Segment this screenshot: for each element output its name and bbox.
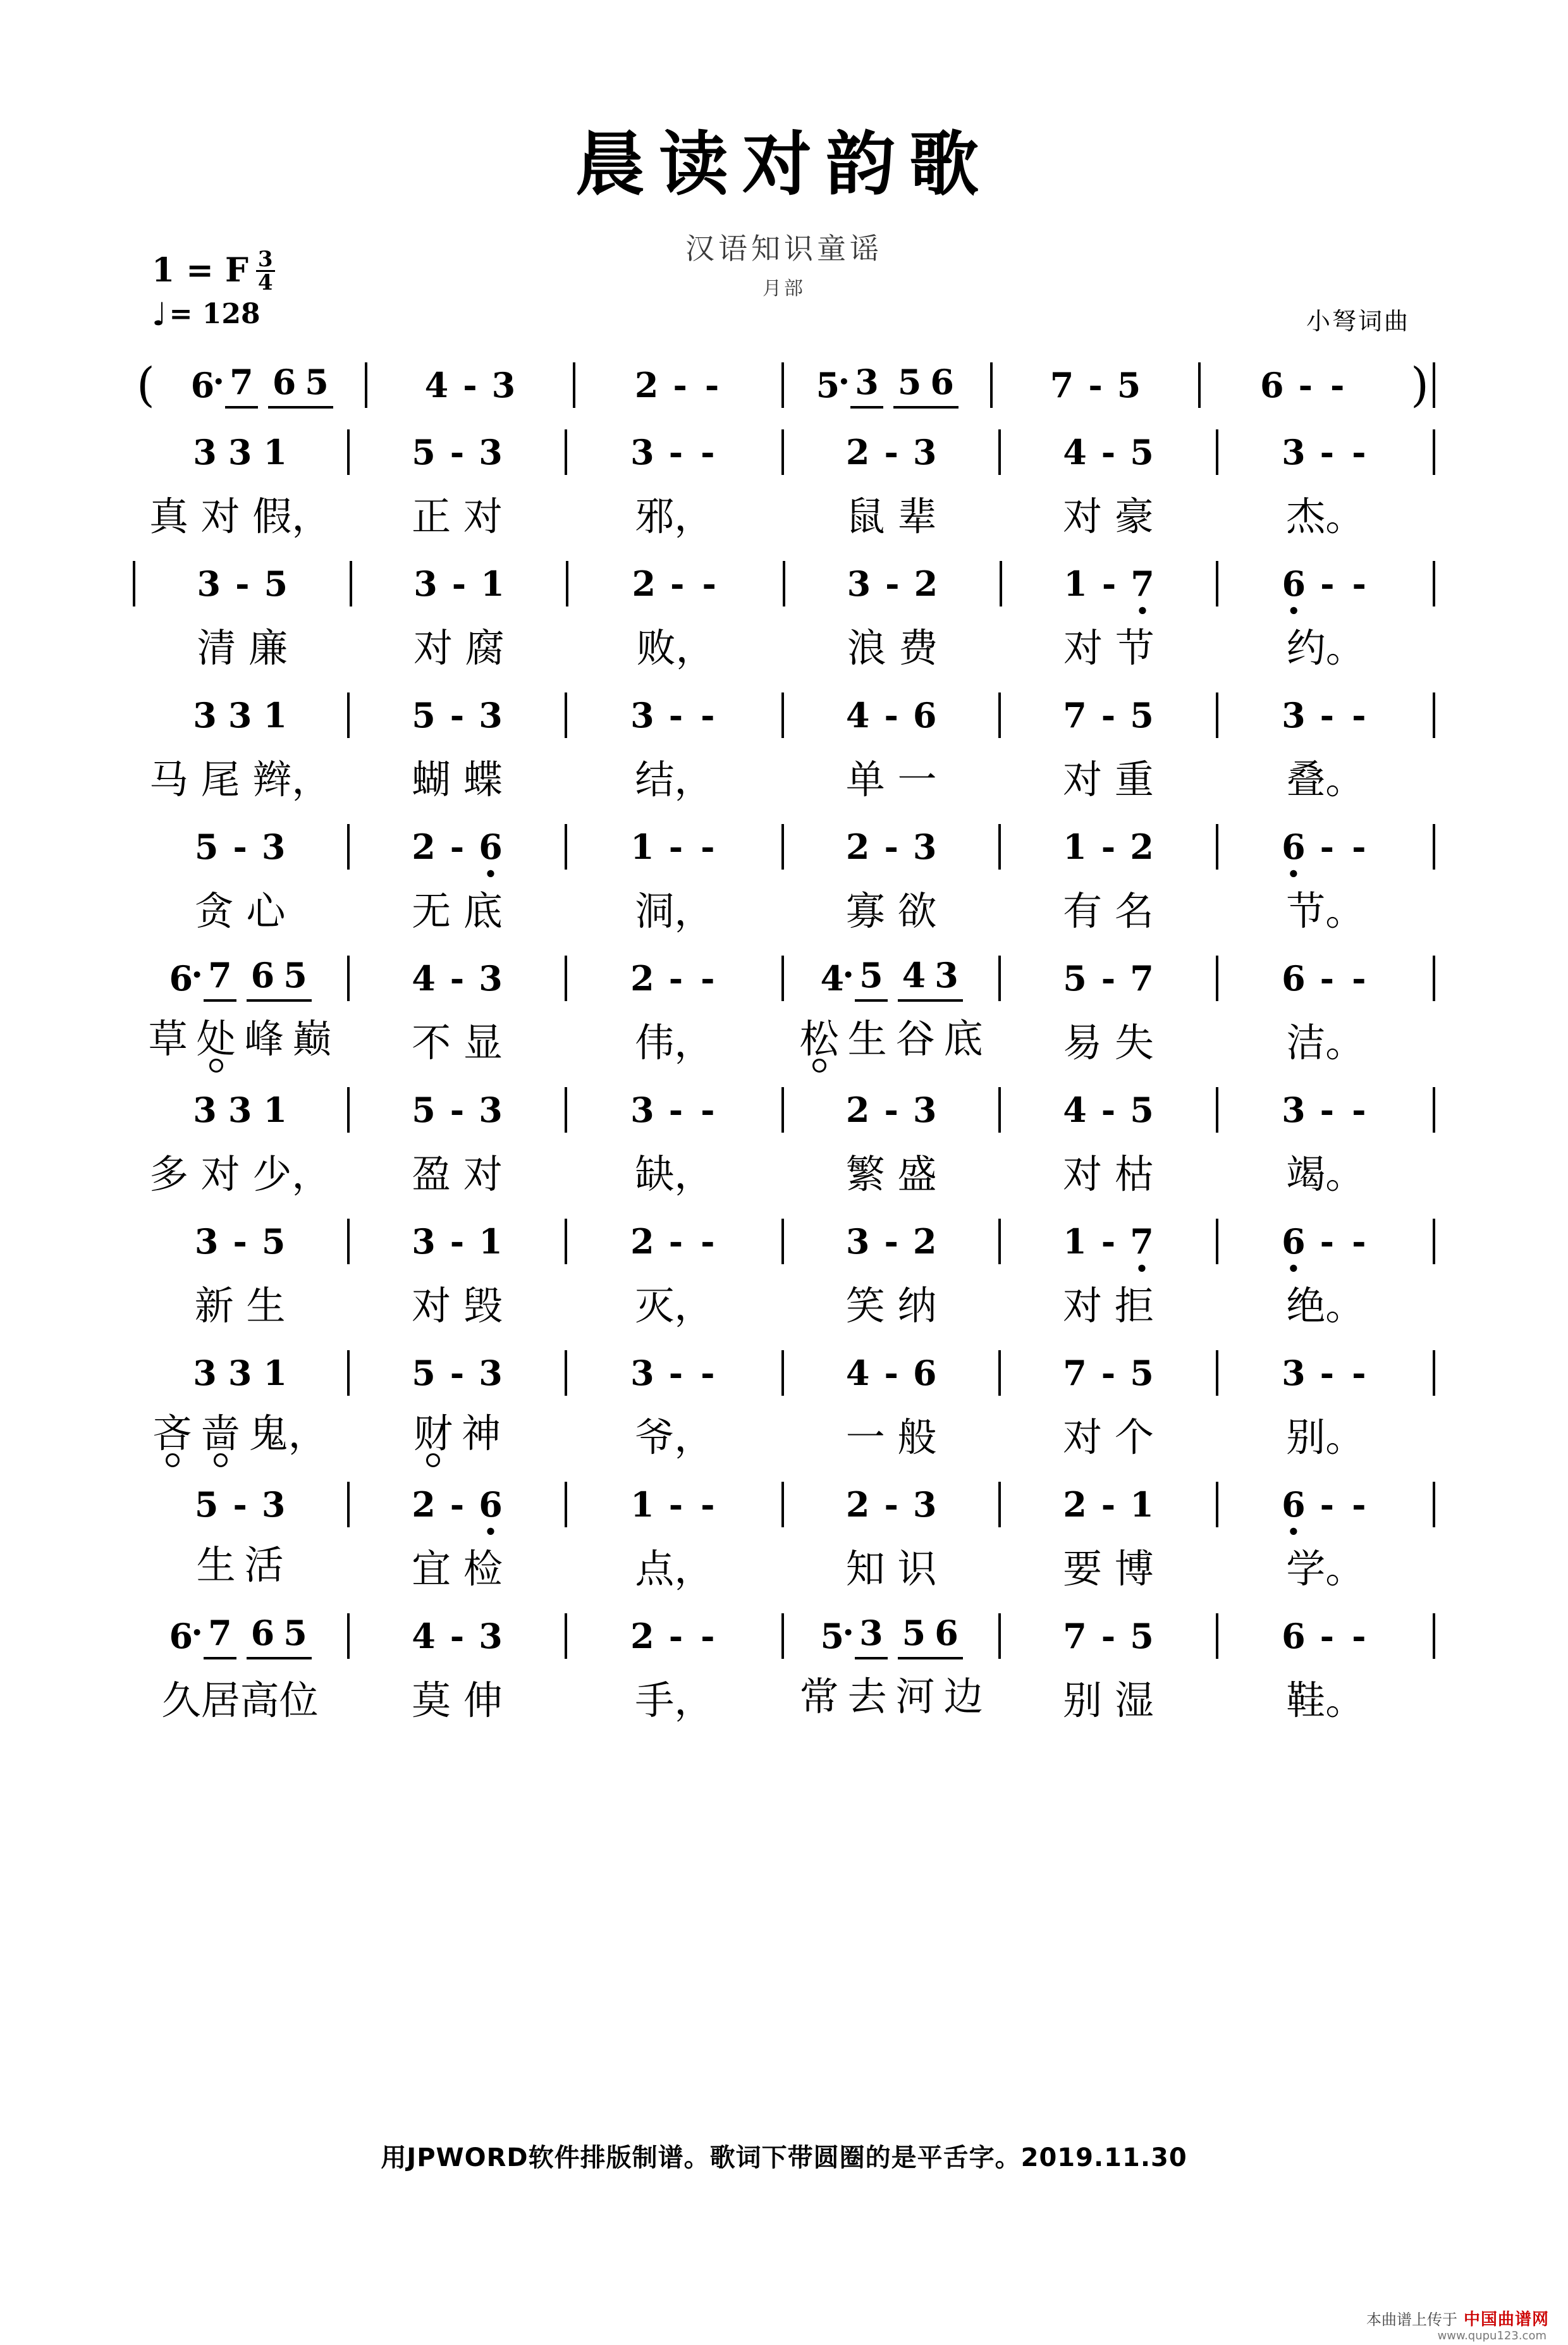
- lyric-cell: 灭，: [635, 1282, 714, 1329]
- barline: [1433, 362, 1435, 408]
- measure: 6 • - -: [1218, 553, 1433, 614]
- system-line8: [133, 1343, 1435, 1468]
- measure: 5 · 3 5 6: [784, 355, 990, 415]
- measure: 7 - 5: [1050, 365, 1141, 405]
- measure: 5 - 3: [412, 1353, 503, 1393]
- lyric-cell: 新 生: [194, 1282, 286, 1329]
- lyric-cell: 宜 检: [412, 1545, 503, 1592]
- composer-credit: 小弩词曲: [1306, 307, 1410, 335]
- measure: 3 3 1: [193, 1090, 288, 1130]
- lyric-cell: 松 生 谷 底: [799, 1016, 983, 1062]
- measure: 5 - 7: [1063, 958, 1154, 999]
- barline: [1433, 956, 1435, 1001]
- measure: 4 - 3: [412, 958, 503, 999]
- lyric-cell: 对 枯: [1063, 1150, 1154, 1197]
- measure: 6 - -: [1260, 365, 1345, 405]
- lyric-cell: 知 识: [845, 1545, 937, 1592]
- measure: 7 - 5: [1063, 1353, 1154, 1393]
- time-signature-numerator: 3: [256, 249, 275, 272]
- measure: 6 · 7 6 5: [159, 355, 365, 415]
- system-line2: [133, 553, 1435, 679]
- system-line10: [133, 1606, 1435, 1731]
- lyric-cell: 邪，: [635, 493, 714, 539]
- flat-tongue-mark: 处: [196, 1016, 236, 1062]
- measure: 3 - 2: [845, 1221, 937, 1262]
- measure: 3 - 5: [194, 1221, 286, 1262]
- measure: 5 - 3: [412, 432, 503, 472]
- measure: 3 3 1: [193, 1353, 288, 1393]
- measure: 3 - -: [1282, 432, 1366, 472]
- time-signature: [256, 249, 275, 293]
- lyric-cell: 正 对: [412, 493, 503, 539]
- measure: 5 · 3 5 6: [784, 1606, 998, 1666]
- system-line6: [133, 1080, 1435, 1205]
- measure: 2 - -: [634, 365, 720, 405]
- system-line4: [133, 816, 1435, 942]
- quarter-note-icon: ♩: [152, 295, 167, 333]
- lyric-cell: 伟，: [635, 1019, 714, 1066]
- lyric-line: [133, 742, 1435, 810]
- flat-tongue-mark: 财: [413, 1410, 453, 1456]
- key-label: 1 = F: [152, 251, 248, 290]
- measure: 2 - 3: [845, 1484, 937, 1525]
- measure: 1 - 7 •: [1001, 1211, 1215, 1272]
- lyric-cell: 笑 纳: [845, 1282, 937, 1329]
- measure: 3 - 5: [197, 563, 288, 604]
- measure: 2 - -: [632, 563, 716, 604]
- music-systems: [133, 355, 1435, 1731]
- lyric-cell: 叠。: [1286, 756, 1365, 803]
- measure: 3 - -: [630, 432, 715, 472]
- lyric-cell: 一 般: [845, 1413, 937, 1460]
- time-signature-denominator: 4: [257, 270, 273, 295]
- watermark-logo: 中国曲谱网: [1463, 2310, 1549, 2329]
- lyric-cell: 杰。: [1286, 493, 1365, 539]
- measure: 3 - 2: [847, 563, 938, 604]
- intro-open-paren: (: [137, 358, 155, 412]
- notes-line: [133, 816, 1435, 877]
- system-line3: [133, 685, 1435, 810]
- measure: 3 - -: [1282, 695, 1366, 736]
- measure: 6 · 7 6 5: [133, 948, 347, 1009]
- flat-tongue-mark: 松: [799, 1016, 839, 1062]
- lyric-line: [133, 610, 1435, 679]
- barline: [1433, 1087, 1435, 1133]
- lyric-cell: 绝。: [1286, 1282, 1365, 1329]
- watermark-text: 本曲谱上传于: [1366, 2311, 1457, 2329]
- lyric-cell: 不 显: [412, 1019, 503, 1066]
- measure: 6 • - -: [1218, 1211, 1433, 1272]
- lyric-cell: 草 处 峰 巅: [148, 1016, 332, 1062]
- lyric-line: [133, 1005, 1435, 1073]
- measure: 7 - 5: [1063, 1616, 1154, 1656]
- watermark: [1366, 2306, 1549, 2330]
- measure: 2 - -: [630, 1221, 715, 1262]
- lyric-line: [133, 1531, 1435, 1599]
- lyric-cell: 浪 费: [847, 624, 938, 671]
- measure: 2 - 1: [1063, 1484, 1154, 1525]
- lyric-cell: 鞋。: [1286, 1677, 1365, 1723]
- measure: 2 - 3: [845, 827, 937, 867]
- notes-line: [133, 422, 1435, 483]
- measure: 1 - 7 •: [1002, 553, 1216, 614]
- measure: 3 - -: [630, 1090, 715, 1130]
- notes-line: [133, 1080, 1435, 1140]
- lyric-cell: 竭。: [1286, 1150, 1365, 1197]
- measure: 5 - 3: [412, 695, 503, 736]
- notes-line: [133, 553, 1435, 614]
- lyric-cell: 寡 欲: [845, 887, 937, 934]
- lyric-cell: 对 拒: [1063, 1282, 1154, 1329]
- subtitle-secondary: 月部: [763, 278, 805, 300]
- tempo-marking: [152, 295, 260, 333]
- measure: 3 - -: [630, 695, 715, 736]
- lyric-cell: 爷，: [635, 1413, 714, 1460]
- system-line9: [133, 1474, 1435, 1599]
- lyric-cell: 盈 对: [412, 1150, 503, 1197]
- tempo-value: = 128: [169, 298, 260, 330]
- measure: 1 - -: [630, 1484, 715, 1525]
- measure: 2 - -: [630, 1616, 715, 1656]
- lyric-cell: 对 腐: [413, 624, 505, 671]
- notes-line: [133, 1343, 1435, 1403]
- barline: [1433, 824, 1435, 870]
- lyric-cell: 约。: [1286, 624, 1365, 671]
- score-page: [0, 126, 1568, 2345]
- lyric-cell: 节。: [1286, 887, 1365, 934]
- lyric-cell: 洞，: [635, 887, 714, 934]
- lyric-cell: 单 一: [845, 756, 937, 803]
- lyric-cell: 莫 伸: [412, 1677, 503, 1723]
- barline: [1433, 1219, 1435, 1264]
- barline: [1433, 692, 1435, 738]
- measure: 3 - -: [1282, 1353, 1366, 1393]
- measure: 2 - 6 •: [350, 816, 564, 877]
- lyric-cell: 无 底: [412, 887, 503, 934]
- barline: [1433, 429, 1435, 475]
- notes-line: [133, 948, 1435, 1009]
- measure: 3 - 1: [412, 1221, 503, 1262]
- system-line7: [133, 1211, 1435, 1336]
- lyric-cell: 蝴 蝶: [412, 756, 503, 803]
- flat-tongue-mark: 啬: [200, 1410, 240, 1456]
- measure: 4 - 6: [845, 695, 937, 736]
- measure: 2 - -: [630, 958, 715, 999]
- lyric-line: [133, 1400, 1435, 1468]
- measure: 1 - -: [630, 827, 715, 867]
- lyric-cell: 结，: [635, 756, 714, 803]
- measure: 4 - 3: [424, 365, 516, 405]
- measure: 5 - 3: [412, 1090, 503, 1130]
- measure: 4 - 5: [1063, 1090, 1154, 1130]
- measure: 3 - -: [1282, 1090, 1366, 1130]
- watermark-url: www.qupu123.com: [1437, 2329, 1547, 2342]
- lyric-cell: 缺，: [635, 1150, 714, 1197]
- notes-line: [133, 1474, 1435, 1535]
- barline: [1433, 1482, 1435, 1527]
- lyric-cell: 别。: [1286, 1413, 1365, 1460]
- lyric-cell: 对 重: [1063, 756, 1154, 803]
- key-signature: [152, 247, 275, 295]
- lyric-cell: 对 毁: [412, 1282, 503, 1329]
- notes-line: [133, 685, 1435, 746]
- system-line1: [133, 422, 1435, 547]
- lyric-cell: 清 廉: [197, 624, 288, 671]
- barline: [1433, 561, 1435, 606]
- notes-line: [133, 355, 1435, 415]
- lyric-cell: 常 去 河 边: [799, 1673, 983, 1720]
- measure: 5 - 3: [194, 1484, 286, 1525]
- lyric-cell: 对 节: [1063, 624, 1155, 671]
- barline: [1433, 1350, 1435, 1396]
- subtitle: 汉语知识童谣: [685, 231, 883, 266]
- measure: 4 · 5 4 3: [784, 948, 998, 1009]
- system-intro: [133, 355, 1435, 415]
- measure: 7 - 5: [1063, 695, 1154, 736]
- lyric-cell: 生 活: [196, 1542, 284, 1588]
- lyric-cell: 手，: [635, 1677, 714, 1723]
- lyric-cell: 洁。: [1286, 1019, 1365, 1066]
- lyric-cell: 繁 盛: [845, 1150, 937, 1197]
- lyric-line: [133, 479, 1435, 547]
- measure: 3 - 1: [413, 563, 505, 604]
- lyric-cell: 有 名: [1063, 887, 1154, 934]
- measure: 4 - 5: [1063, 432, 1154, 472]
- measure: 6 · 7 6 5: [133, 1606, 347, 1666]
- measure: 2 - 6 •: [350, 1474, 564, 1535]
- lyric-cell: 败，: [636, 624, 715, 671]
- measure: 6 - -: [1282, 1616, 1366, 1656]
- measure: 6 • - -: [1218, 1474, 1433, 1535]
- measure: 5 - 3: [194, 827, 286, 867]
- measure: 4 - 6: [845, 1353, 937, 1393]
- footer-note: 用JPWORD软件排版制谱。歌词下带圆圈的是平舌字。2019.11.30: [381, 2143, 1187, 2172]
- system-line5: [133, 948, 1435, 1073]
- lyric-cell: 学。: [1286, 1545, 1365, 1592]
- lyric-cell: 鼠 辈: [845, 493, 937, 539]
- lyric-line: [133, 1663, 1435, 1731]
- lyric-cell: 多 对 少，: [149, 1150, 331, 1197]
- measure: 2 - 3: [845, 432, 937, 472]
- lyric-cell: 久居高位: [161, 1677, 319, 1723]
- lyric-cell: 别 湿: [1063, 1677, 1154, 1723]
- measure: 2 - 3: [845, 1090, 937, 1130]
- measure: 3 3 1: [193, 695, 288, 736]
- measure: 1 - 2: [1063, 827, 1154, 867]
- lyric-cell: 点，: [635, 1545, 714, 1592]
- lyric-cell: 财 神: [413, 1410, 501, 1456]
- lyric-cell: 要 博: [1063, 1545, 1154, 1592]
- flat-tongue-mark: 吝: [152, 1410, 192, 1456]
- measure: 3 3 1: [193, 432, 288, 472]
- barline: [1433, 1613, 1435, 1659]
- lyric-cell: 易 失: [1063, 1019, 1154, 1066]
- lyric-line: [133, 1268, 1435, 1336]
- page-title: 晨读对韵歌: [575, 124, 993, 205]
- measure: 3 - -: [630, 1353, 715, 1393]
- lyric-cell: 马 尾 辫，: [149, 756, 331, 803]
- lyric-cell: 对 豪: [1063, 493, 1154, 539]
- lyric-cell: 贪 心: [194, 887, 286, 934]
- lyric-cell: 真 对 假，: [149, 493, 331, 539]
- measure: 6 • - -: [1218, 816, 1433, 877]
- notes-line: [133, 1606, 1435, 1666]
- measure: 6 - -: [1282, 958, 1366, 999]
- lyric-line: [133, 1136, 1435, 1205]
- notes-line: [133, 1211, 1435, 1272]
- lyric-cell: 对 个: [1063, 1413, 1154, 1460]
- lyric-line: [133, 873, 1435, 942]
- lyric-cell: 吝 啬 鬼，: [152, 1410, 328, 1456]
- intro-close-paren: ): [1411, 358, 1429, 412]
- measure: 4 - 3: [412, 1616, 503, 1656]
